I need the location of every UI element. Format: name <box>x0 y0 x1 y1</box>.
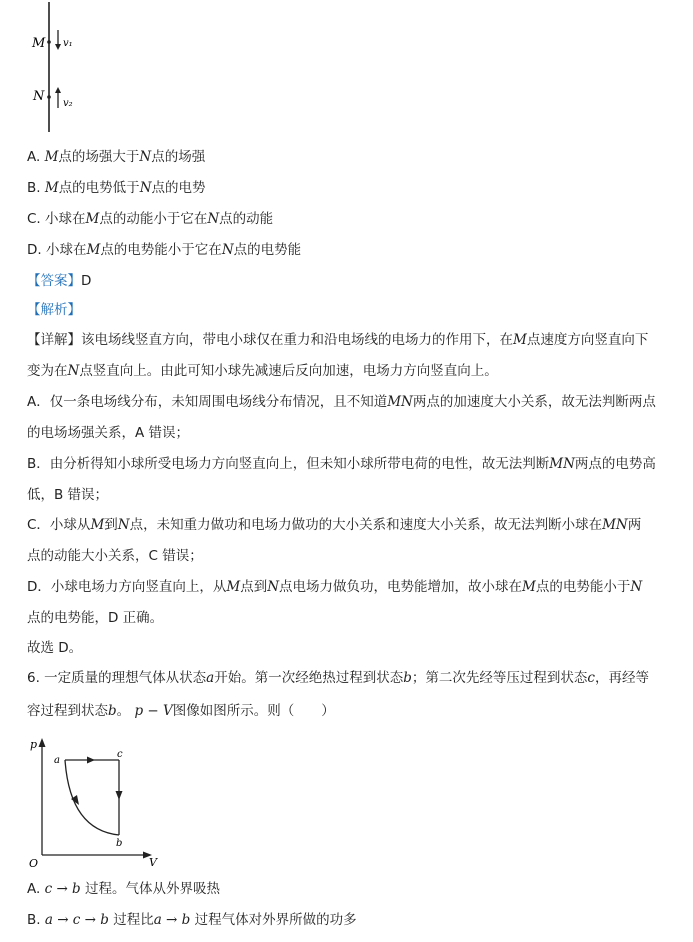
answer-line <box>27 272 91 290</box>
text: 两点的加速度大小关系，故无法判断两点 <box>412 394 656 410</box>
arrow-a-c <box>87 757 95 764</box>
detail-tag: 【详解】 <box>27 332 81 348</box>
text: 点速度方向竖直向下 <box>526 332 649 348</box>
answer-tag: 【答案】 <box>27 273 81 289</box>
text: 点电场力做负功，电势能增加，故小球在 <box>279 579 523 595</box>
option-label: C. 小球在 <box>27 211 86 227</box>
analysis-tag: 【解析】 <box>27 302 81 318</box>
option-label: A. <box>27 881 45 897</box>
text: 。 <box>116 703 131 719</box>
symbol: p − V <box>134 703 173 719</box>
text: 的电场场强关系，A 错误； <box>27 425 190 441</box>
expl-a-line-1 <box>27 393 656 411</box>
symbol: M <box>44 149 59 165</box>
label-m: M <box>32 36 46 51</box>
conclusion-line <box>27 639 82 657</box>
option-text: 点的电势 <box>151 180 206 196</box>
symbol: a <box>206 670 215 686</box>
state-label-c: c <box>117 749 123 760</box>
text: 图像如图所示。则（ ） <box>172 703 335 719</box>
symbol: N <box>117 517 130 533</box>
expl-a-line-2 <box>27 424 189 442</box>
symbol: M <box>522 579 536 595</box>
option-label: D. 小球在 <box>27 242 87 258</box>
option-text: 点的电势低于 <box>58 180 140 196</box>
option-text: 点的电势能 <box>233 242 302 258</box>
symbol: a → c → b <box>44 912 109 928</box>
symbol: M <box>86 242 101 258</box>
point-m-dot <box>47 40 51 44</box>
symbol: N <box>67 363 80 379</box>
expl-b-line-1 <box>27 455 656 473</box>
text: 该电场线竖直方向，带电小球仅在重力和沿电场线的电场力的作用下，在 <box>81 332 513 348</box>
option-text: 点的动能 <box>219 211 274 227</box>
v1-arrowhead <box>55 44 61 50</box>
text: 点的电势能，D 正确。 <box>27 610 164 626</box>
detail-line-1 <box>27 331 648 349</box>
text: B．由分析得知小球所受电场力方向竖直向上，但未知小球所带电荷的电性，故无法判断 <box>27 456 550 472</box>
text: C．小球从 <box>27 517 91 533</box>
option-label: A. <box>27 149 45 165</box>
path-a-b <box>65 760 119 835</box>
option-6b <box>27 911 357 929</box>
text: D．小球电场力方向竖直向上，从 <box>27 579 227 595</box>
symbol: c → b <box>44 881 81 897</box>
label-v1: v₁ <box>63 38 73 49</box>
symbol: M <box>226 579 241 595</box>
symbol: M <box>44 180 59 196</box>
text: 容过程到状态 <box>27 703 108 719</box>
symbol: M <box>90 517 105 533</box>
symbol: N <box>267 579 280 595</box>
symbol: N <box>139 180 152 196</box>
text: ；第二次先经等压过程到状态 <box>411 670 588 686</box>
option-text: 点的动能小于它在 <box>99 211 208 227</box>
state-label-a: a <box>54 755 60 766</box>
symbol: MN <box>602 517 628 533</box>
symbol: N <box>139 149 152 165</box>
label-v2: v₂ <box>63 98 73 109</box>
symbol: b <box>108 703 117 719</box>
symbol: N <box>221 242 234 258</box>
p-axis-arrowhead <box>39 738 46 747</box>
option-text: 过程。气体从外界吸热 <box>85 881 220 897</box>
text: 低，B 错误； <box>27 487 109 503</box>
text: 到 <box>104 517 118 533</box>
state-label-b: b <box>116 838 123 849</box>
option-text: 过程气体对外界所做的功多 <box>194 912 357 928</box>
analysis-line <box>27 301 81 319</box>
symbol: N <box>630 579 643 595</box>
option-6a <box>27 880 220 898</box>
field-line-figure <box>25 0 145 135</box>
option-text: 点的电势能小于它在 <box>100 242 222 258</box>
arrow-c-b <box>116 791 123 800</box>
symbol: c <box>587 670 595 686</box>
text: 变为在 <box>27 363 68 379</box>
option-5a <box>27 148 205 166</box>
symbol: MN <box>549 456 575 472</box>
option-5b <box>27 179 206 197</box>
answer-value: D <box>81 273 92 289</box>
text: 点的动能大小关系，C 错误； <box>27 548 203 564</box>
text: 点竖直向上。由此可知小球先减速后反向加速，电场力方向竖直向上。 <box>79 363 498 379</box>
option-label: B. <box>27 180 45 196</box>
text: 6. 一定质量的理想气体从状态 <box>27 670 207 686</box>
text: 故选 D。 <box>27 640 83 656</box>
origin-label: O <box>29 857 39 870</box>
text: 点到 <box>240 579 268 595</box>
point-n-dot <box>47 95 51 99</box>
v2-arrowhead <box>55 87 61 93</box>
option-5c <box>27 210 273 228</box>
symbol: b <box>403 670 412 686</box>
option-5d <box>27 241 301 259</box>
axis-label-p: p <box>30 738 38 751</box>
expl-d-line-2 <box>27 609 163 627</box>
q6-line-1 <box>27 669 649 687</box>
expl-d-line-1 <box>27 578 642 596</box>
axis-label-v: V <box>149 856 157 869</box>
option-label: B. <box>27 912 45 928</box>
label-n: N <box>33 89 45 104</box>
symbol: a → b <box>153 912 191 928</box>
symbol: N <box>207 211 220 227</box>
q6-line-2 <box>27 702 335 720</box>
text: ，再经等 <box>594 670 649 686</box>
expl-b-line-2 <box>27 486 108 504</box>
expl-c-line-2 <box>27 547 203 565</box>
text: 两 <box>627 517 642 533</box>
text: 开始。第一次经绝热过程到状态 <box>214 670 404 686</box>
text: 点的电势能小于 <box>535 579 631 595</box>
text: A．仅一条电场线分布，未知周围电场线分布情况，且不知道 <box>27 394 388 410</box>
option-text: 过程比 <box>113 912 154 928</box>
symbol: M <box>513 332 527 348</box>
detail-line-2 <box>27 362 498 380</box>
symbol: MN <box>387 394 413 410</box>
text: 点，未知重力做功和电场力做功的大小关系和速度大小关系，故无法判断小球在 <box>129 517 603 533</box>
pv-diagram <box>25 735 175 870</box>
option-text: 点的场强 <box>151 149 206 165</box>
symbol: M <box>85 211 100 227</box>
text: 两点的电势高 <box>574 456 656 472</box>
expl-c-line-1 <box>27 516 641 534</box>
option-text: 点的场强大于 <box>58 149 140 165</box>
